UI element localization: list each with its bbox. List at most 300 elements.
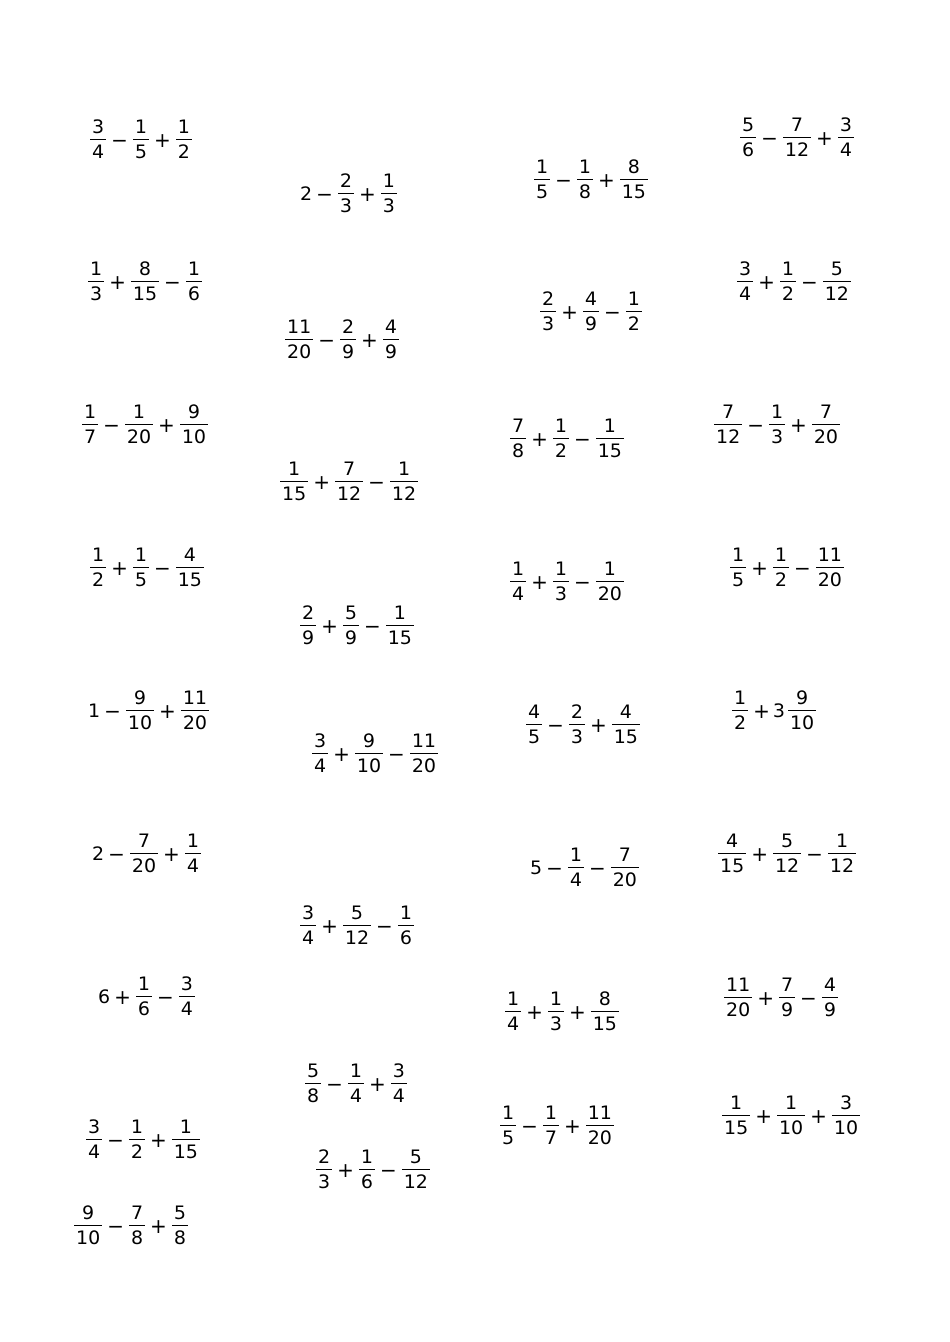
numerator: 3 xyxy=(92,116,105,138)
operator: − xyxy=(546,856,563,880)
denominator: 12 xyxy=(403,1171,428,1193)
denominator: 12 xyxy=(716,426,741,448)
fraction xyxy=(390,460,418,504)
denominator: 6 xyxy=(742,139,755,161)
denominator: 15 xyxy=(724,1117,749,1139)
denominator: 20 xyxy=(587,1127,612,1149)
operator: − xyxy=(164,270,181,294)
numerator: 5 xyxy=(350,902,363,924)
numerator: 7 xyxy=(137,830,150,852)
denominator: 12 xyxy=(336,483,362,505)
fraction xyxy=(186,260,202,304)
math-expression xyxy=(283,318,401,362)
fraction xyxy=(335,460,363,504)
fraction xyxy=(534,158,550,202)
numerator: 4 xyxy=(384,316,397,338)
numerator: 2 xyxy=(542,288,555,310)
operator: − xyxy=(318,328,335,352)
numerator: 5 xyxy=(344,602,357,624)
denominator: 8 xyxy=(512,440,525,462)
numerator: 1 xyxy=(130,1116,143,1138)
numerator: 5 xyxy=(307,1060,320,1082)
denominator: 8 xyxy=(578,181,591,203)
denominator: 5 xyxy=(134,569,147,591)
numerator: 7 xyxy=(722,401,735,423)
numerator: 9 xyxy=(133,687,146,709)
denominator: 4 xyxy=(314,755,327,777)
denominator: 10 xyxy=(181,426,206,448)
fraction xyxy=(500,1104,516,1148)
fraction xyxy=(724,976,752,1020)
math-expression xyxy=(92,832,203,876)
denominator: 6 xyxy=(399,927,412,949)
denominator: 6 xyxy=(137,998,150,1020)
denominator: 15 xyxy=(597,440,622,462)
fraction xyxy=(620,158,648,202)
denominator: 9 xyxy=(344,627,357,649)
numerator: 1 xyxy=(187,258,200,280)
denominator: 15 xyxy=(387,627,412,649)
numerator: 8 xyxy=(138,258,151,280)
denominator: 6 xyxy=(187,283,200,305)
operator: + xyxy=(755,1104,772,1128)
fraction xyxy=(816,546,844,590)
math-expression xyxy=(72,1204,190,1248)
denominator: 9 xyxy=(384,341,397,363)
fraction xyxy=(355,732,383,776)
denominator: 15 xyxy=(592,1013,617,1035)
operator: + xyxy=(751,556,768,580)
numerator: 1 xyxy=(730,1092,743,1114)
operator: − xyxy=(107,1128,124,1152)
denominator: 9 xyxy=(780,999,794,1021)
operator: + xyxy=(753,699,770,723)
denominator: 12 xyxy=(774,855,800,877)
fraction xyxy=(131,260,159,304)
numerator: 1 xyxy=(554,415,567,437)
operator: − xyxy=(521,1114,538,1138)
numerator: 1 xyxy=(835,830,849,852)
fraction xyxy=(577,158,593,202)
denominator: 8 xyxy=(307,1085,320,1107)
operator: − xyxy=(153,556,171,580)
math-expression xyxy=(88,546,206,590)
math-expression xyxy=(303,1062,409,1106)
numerator: 1 xyxy=(177,116,190,138)
math-expression xyxy=(314,1148,432,1192)
denominator: 10 xyxy=(833,1117,859,1139)
denominator: 20 xyxy=(597,583,622,605)
math-expression xyxy=(738,116,856,160)
operator: + xyxy=(751,842,768,866)
denominator: 15 xyxy=(720,855,745,877)
numerator: 11 xyxy=(182,687,207,709)
denominator: 2 xyxy=(130,1141,143,1163)
numerator: 9 xyxy=(796,687,809,709)
fraction xyxy=(340,318,356,362)
operator: + xyxy=(153,128,171,152)
denominator: 20 xyxy=(131,855,157,877)
operator: − xyxy=(555,168,572,192)
numerator: 7 xyxy=(780,974,794,996)
numerator: 1 xyxy=(92,544,105,566)
operator: − xyxy=(388,742,405,766)
math-expression xyxy=(98,975,197,1019)
denominator: 12 xyxy=(344,927,370,949)
operator: + xyxy=(313,470,330,494)
denominator: 4 xyxy=(392,1085,405,1107)
operator: + xyxy=(810,1104,827,1128)
math-expression xyxy=(278,460,420,504)
fraction xyxy=(176,546,204,590)
math-expression xyxy=(712,403,842,447)
fraction xyxy=(348,1062,364,1106)
denominator: 12 xyxy=(824,283,849,305)
operator: + xyxy=(563,1114,581,1138)
fraction xyxy=(179,975,195,1019)
fraction xyxy=(740,116,756,160)
operator: − xyxy=(107,1214,124,1238)
fraction xyxy=(305,1062,321,1106)
denominator: 20 xyxy=(813,426,838,448)
operator: + xyxy=(321,914,338,938)
numerator: 1 xyxy=(137,973,150,995)
operator: + xyxy=(149,1128,167,1152)
denominator: 4 xyxy=(88,1141,101,1163)
fraction xyxy=(611,846,639,890)
operator: + xyxy=(158,413,175,437)
math-expression xyxy=(508,417,626,461)
numerator: 1 xyxy=(785,1092,798,1114)
operator: + xyxy=(358,182,376,206)
denominator: 3 xyxy=(339,195,352,217)
numerator: 2 xyxy=(302,602,315,624)
numerator: 1 xyxy=(734,687,747,709)
operator: + xyxy=(150,1214,167,1238)
fraction xyxy=(828,832,856,876)
operator: − xyxy=(108,842,125,866)
fraction xyxy=(172,1204,188,1248)
numerator: 1 xyxy=(627,288,640,310)
denominator: 10 xyxy=(356,755,382,777)
numerator: 5 xyxy=(173,1202,186,1224)
numerator: 5 xyxy=(781,830,794,852)
operator: + xyxy=(790,413,807,437)
numerator: 1 xyxy=(134,116,147,138)
numerator: 7 xyxy=(790,114,803,136)
numerator: 1 xyxy=(569,844,582,866)
fraction xyxy=(129,1118,145,1162)
denominator: 4 xyxy=(839,139,852,161)
fraction xyxy=(732,689,748,733)
denominator: 15 xyxy=(177,569,202,591)
operator: + xyxy=(111,556,128,580)
fraction xyxy=(780,260,796,304)
denominator: 7 xyxy=(84,426,97,448)
denominator: 4 xyxy=(739,283,752,305)
denominator: 3 xyxy=(770,426,784,448)
numerator: 3 xyxy=(314,730,327,752)
operator: − xyxy=(103,413,120,437)
denominator: 10 xyxy=(778,1117,804,1139)
denominator: 3 xyxy=(542,313,555,335)
fraction xyxy=(300,604,316,648)
numerator: 1 xyxy=(507,988,520,1010)
numerator: 1 xyxy=(502,1102,515,1124)
numerator: 11 xyxy=(587,1102,612,1124)
numerator: 11 xyxy=(287,316,312,338)
fraction xyxy=(316,1148,332,1192)
fraction xyxy=(596,560,624,604)
numerator: 1 xyxy=(549,988,562,1010)
denominator: 2 xyxy=(92,569,105,591)
denominator: 20 xyxy=(126,426,152,448)
fraction xyxy=(583,290,599,334)
operator: − xyxy=(588,856,606,880)
numerator: 4 xyxy=(528,701,541,723)
math-expression xyxy=(300,172,399,216)
math-expression xyxy=(498,1104,616,1148)
math-expression xyxy=(538,290,644,334)
numerator: 4 xyxy=(183,544,196,566)
operator: − xyxy=(326,1072,343,1096)
denominator: 3 xyxy=(554,583,567,605)
fraction xyxy=(381,172,397,216)
operator: − xyxy=(800,270,818,294)
fraction xyxy=(181,689,209,733)
numerator: 11 xyxy=(411,730,436,752)
operator: + xyxy=(568,1000,586,1024)
operator: − xyxy=(573,570,591,594)
numerator: 3 xyxy=(88,1116,101,1138)
denominator: 4 xyxy=(302,927,315,949)
operator: + xyxy=(526,1000,543,1024)
numerator: 1 xyxy=(179,1116,192,1138)
operator: − xyxy=(547,713,564,737)
numerator: 1 xyxy=(382,170,395,192)
numerator: 1 xyxy=(536,156,549,178)
operator: − xyxy=(573,427,591,451)
denominator: 20 xyxy=(817,569,842,591)
numerator: 1 xyxy=(84,401,97,423)
denominator: 2 xyxy=(781,283,794,305)
fraction xyxy=(185,832,201,876)
numerator: 9 xyxy=(187,401,200,423)
fraction xyxy=(180,403,208,447)
operator: + xyxy=(163,842,180,866)
fraction xyxy=(553,417,569,461)
denominator: 7 xyxy=(544,1127,557,1149)
numerator: 3 xyxy=(839,1092,853,1114)
numerator: 1 xyxy=(186,830,199,852)
denominator: 4 xyxy=(512,583,525,605)
fraction xyxy=(612,703,640,747)
operator: − xyxy=(376,914,393,938)
whole-number: 1 xyxy=(88,699,101,722)
math-expression xyxy=(80,403,210,447)
numerator: 1 xyxy=(397,458,411,480)
numerator: 9 xyxy=(362,730,375,752)
fraction xyxy=(90,118,106,162)
fraction xyxy=(74,1204,102,1248)
operator: + xyxy=(561,300,578,324)
denominator: 20 xyxy=(726,999,751,1021)
denominator: 20 xyxy=(612,869,637,891)
fraction xyxy=(596,417,624,461)
fraction xyxy=(737,260,753,304)
math-expression xyxy=(530,846,641,890)
operator: + xyxy=(597,168,615,192)
denominator: 10 xyxy=(76,1227,101,1249)
operator: − xyxy=(368,470,385,494)
fraction xyxy=(783,116,811,160)
numerator: 1 xyxy=(544,1102,557,1124)
numerator: 3 xyxy=(302,902,315,924)
fraction xyxy=(343,904,371,948)
operator: + xyxy=(531,427,548,451)
numerator: 5 xyxy=(830,258,843,280)
denominator: 8 xyxy=(173,1227,186,1249)
fraction xyxy=(402,1148,430,1192)
fraction xyxy=(838,116,854,160)
fraction xyxy=(90,546,106,590)
denominator: 15 xyxy=(282,483,307,505)
denominator: 2 xyxy=(734,712,747,734)
operator: − xyxy=(603,300,621,324)
denominator: 9 xyxy=(584,313,597,335)
denominator: 15 xyxy=(613,726,638,748)
fraction xyxy=(777,1094,805,1138)
fraction xyxy=(718,832,746,876)
fraction xyxy=(172,1118,200,1162)
numerator: 1 xyxy=(134,544,147,566)
fraction xyxy=(832,1094,860,1138)
fraction xyxy=(548,990,564,1034)
whole-number: 6 xyxy=(98,985,111,1008)
operator: + xyxy=(321,614,338,638)
denominator: 20 xyxy=(411,755,436,777)
math-expression xyxy=(88,689,211,733)
fraction xyxy=(86,1118,102,1162)
numerator: 7 xyxy=(343,458,356,480)
denominator: 3 xyxy=(570,726,583,748)
fraction xyxy=(338,172,354,216)
fraction xyxy=(391,1062,407,1106)
numerator: 11 xyxy=(817,544,842,566)
fraction xyxy=(410,732,438,776)
denominator: 4 xyxy=(186,855,199,877)
denominator: 10 xyxy=(127,712,153,734)
fraction xyxy=(130,832,158,876)
fraction xyxy=(510,560,526,604)
fraction xyxy=(125,403,153,447)
operator: + xyxy=(333,742,350,766)
numerator: 9 xyxy=(82,1202,95,1224)
fraction xyxy=(398,904,414,948)
fraction xyxy=(359,1148,375,1192)
numerator: 7 xyxy=(512,415,525,437)
numerator: 8 xyxy=(627,156,640,178)
denominator: 2 xyxy=(627,313,640,335)
denominator: 8 xyxy=(130,1227,144,1249)
operator: + xyxy=(531,570,548,594)
numerator: 4 xyxy=(823,974,836,996)
denominator: 9 xyxy=(302,627,315,649)
numerator: 1 xyxy=(732,544,745,566)
math-expression xyxy=(728,546,846,590)
numerator: 7 xyxy=(130,1202,144,1224)
fraction xyxy=(714,403,742,447)
numerator: 2 xyxy=(339,170,352,192)
numerator: 2 xyxy=(318,1146,331,1168)
operator: − xyxy=(761,126,778,150)
fraction xyxy=(386,604,414,648)
whole-number: 2 xyxy=(300,182,313,205)
fraction xyxy=(343,604,359,648)
math-expression xyxy=(503,990,621,1034)
numerator: 2 xyxy=(341,316,355,338)
numerator: 1 xyxy=(393,602,406,624)
operator: + xyxy=(816,126,833,150)
operator: + xyxy=(159,699,176,723)
denominator: 3 xyxy=(382,195,395,217)
denominator: 12 xyxy=(391,483,417,505)
fraction xyxy=(510,417,526,461)
operator: + xyxy=(114,985,131,1009)
denominator: 15 xyxy=(621,181,646,203)
math-expression xyxy=(722,976,840,1020)
operator: − xyxy=(363,614,381,638)
fraction xyxy=(543,1104,559,1148)
numerator: 1 xyxy=(90,258,103,280)
numerator: 11 xyxy=(726,974,751,996)
fraction xyxy=(823,260,851,304)
fraction xyxy=(383,318,399,362)
fraction xyxy=(88,260,104,304)
fraction xyxy=(505,990,521,1034)
math-expression xyxy=(88,118,194,162)
denominator: 2 xyxy=(774,569,787,591)
denominator: 4 xyxy=(180,998,193,1020)
numerator: 3 xyxy=(739,258,752,280)
operator: + xyxy=(361,328,378,352)
numerator: 5 xyxy=(409,1146,422,1168)
fraction xyxy=(553,560,569,604)
fraction xyxy=(569,703,585,747)
denominator: 3 xyxy=(90,283,103,305)
math-expression xyxy=(532,158,650,202)
numerator: 3 xyxy=(392,1060,405,1082)
denominator: 12 xyxy=(784,139,810,161)
denominator: 12 xyxy=(829,855,855,877)
operator: + xyxy=(758,270,775,294)
fraction xyxy=(779,976,795,1020)
fraction xyxy=(812,403,840,447)
math-expression xyxy=(298,604,416,648)
numerator: 1 xyxy=(399,902,412,924)
math-expression xyxy=(730,689,818,733)
fraction xyxy=(822,976,838,1020)
operator: − xyxy=(747,413,764,437)
whole-number: 3 xyxy=(772,699,785,722)
numerator: 1 xyxy=(781,258,794,280)
numerator: 1 xyxy=(603,558,616,580)
fraction xyxy=(773,832,801,876)
operator: + xyxy=(757,986,774,1010)
fraction xyxy=(769,403,785,447)
math-expression xyxy=(720,1094,862,1138)
denominator: 2 xyxy=(554,440,567,462)
